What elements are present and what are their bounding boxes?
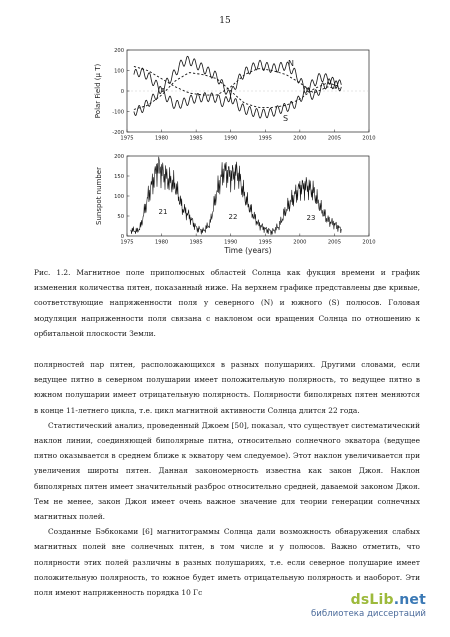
page-number: 15 — [219, 16, 231, 26]
bottom-xtick-label: 1975 — [120, 239, 134, 246]
south-pole-label: S — [283, 114, 289, 123]
watermark — [311, 592, 426, 619]
sunspot-series — [131, 157, 342, 235]
cycle-label-22: 22 — [228, 213, 238, 221]
paragraph: Статистический анализ, проведенный Джоем [50], показал, что существует систематический наклон линии, соединяющей биполярные пятна, относительно солнечного экватора (ведущее пятно оказывается в среднем ближе к экватору чем следуемое). Этот наклон увеличивается при увеличения широты пятен. Данная закономерность известна как закон Джоя. Наклон биполярных пятен имеет значительный разброс относительно средней, даваемой законом Джоя. Тем не менее, закон Джоя имеет очень важное значение для теории генерации солнечных магнитных полей. — [34, 420, 420, 522]
paragraph: полярностей пар пятен, расположающихся в разных полушариях. Другими словами, если ведущее пятно в северном полушарии имеет положительную полярность, то ведущее пятно в южном полушарии имеет отрицательную полярность. Полярности биполярных пятен меняются в конце 11-летнего цикла, т.е. цикл магнитной активности Солнца длится 22 года. — [34, 360, 420, 415]
top-xtick-label: 1990 — [224, 135, 238, 142]
bottom-ytick-label: 100 — [114, 194, 124, 200]
top-xtick-label: 2005 — [327, 135, 342, 142]
bottom-ytick-label: 0 — [120, 234, 124, 240]
north-pole-label: N — [288, 59, 294, 68]
top-xtick-label: 1995 — [258, 135, 272, 142]
figure-caption: Рис. 1.2. Магнитное поле приполюсных областей Солнца как фукция времени и график изменения количества пятен, показанный ниже. На верхнем графике представлены две кривые, соответствующие напряженности поля у северного (N) и южного (S) полюсов. Головая модуляция напряженности поля связана с наклоном оси вращения Солнца по отношению к орбитальной плоскости Земли. — [34, 268, 420, 338]
cycle-label-21: 21 — [158, 208, 168, 216]
watermark-subtitle: библиотека диссертаций — [310, 609, 426, 619]
bottom-xtick-label: 1990 — [224, 239, 238, 246]
bottom-ytick-label: 50 — [117, 214, 124, 220]
top-xtick-label: 2010 — [362, 135, 376, 142]
top-xtick-label: 2000 — [293, 135, 307, 142]
watermark-logo: dsLib.net — [350, 592, 426, 608]
bottom-ytick-label: 150 — [114, 174, 124, 180]
bottom-xtick-label: 1995 — [258, 239, 272, 246]
bottom-xtick-label: 1980 — [154, 239, 169, 246]
top-ytick-label: 100 — [114, 68, 124, 75]
polar-field-series-1 — [134, 56, 341, 118]
bottom-xtick-label: 2000 — [293, 239, 307, 246]
bottom-xtick-label: 1985 — [189, 239, 203, 246]
top-ytick-label: -100 — [112, 109, 124, 116]
cycle-label-23: 23 — [306, 214, 316, 222]
paragraph: Созданные Бэбкоками [6] магнитограммы Солнца дали возможность обнаружения слабых магнитных полей вне солнечных пятен, в том числе и у полюсов. Важно отметить, что полярности этих полей различны в разных полушариях, т.е. если северное полушарие имеет положительную полярность, то южное будет иметь отрицательную полярность и наоборот. Эти поля имеют напряженность порядка 10 Гс — [34, 527, 420, 598]
body-text — [34, 357, 420, 600]
bottom-ytick-label: 200 — [114, 154, 124, 160]
polar-field-panel — [94, 48, 376, 142]
sunspot-xlabel: Time (years) — [224, 246, 272, 255]
sunspot-panel — [95, 154, 376, 255]
figure — [0, 0, 450, 262]
top-xtick-label: 1980 — [154, 135, 169, 142]
bottom-xtick-label: 2010 — [362, 239, 376, 246]
top-xtick-label: 1975 — [120, 135, 134, 142]
sunspot-ylabel: Sunspot number — [95, 167, 103, 225]
top-ytick-label: -200 — [112, 130, 124, 136]
polar-field-ylabel: Polar Field (µ T) — [94, 63, 102, 119]
top-ytick-label: 0 — [120, 89, 124, 95]
top-ytick-label: 200 — [114, 48, 124, 54]
bottom-xtick-label: 2005 — [327, 239, 342, 246]
top-xtick-label: 1985 — [189, 135, 203, 142]
